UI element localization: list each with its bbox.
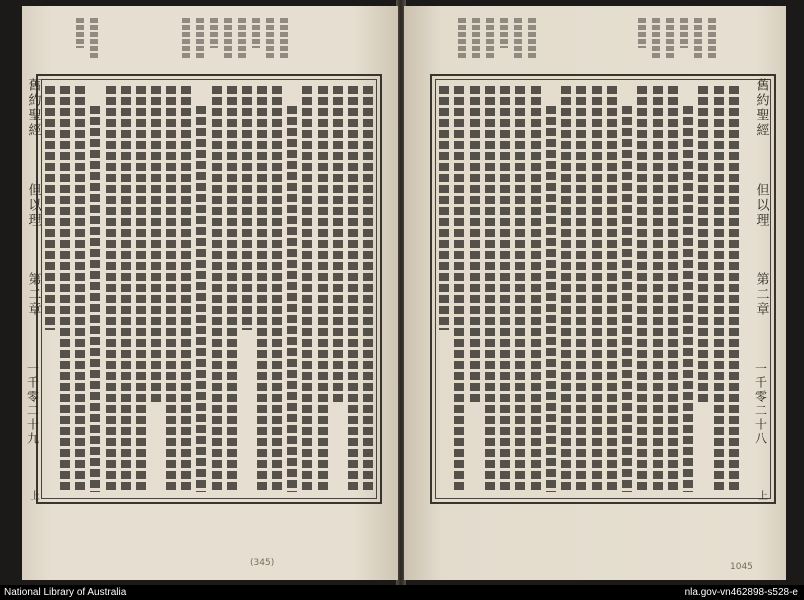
marginal-note: [238, 18, 246, 60]
text-column: [591, 82, 603, 496]
text-column: [575, 82, 587, 496]
text-column: [226, 82, 238, 496]
text-column: [105, 82, 117, 496]
marginal-note: [252, 18, 260, 48]
text-column: [530, 82, 542, 496]
text-column: [499, 82, 511, 496]
text-column: [438, 82, 450, 496]
marginal-note: [528, 18, 536, 60]
chapter-label: 第二章: [753, 272, 769, 317]
marginal-note: [280, 18, 288, 60]
chapter-label: 第二章: [25, 272, 41, 317]
text-column: [697, 82, 709, 496]
marginal-note: [210, 18, 218, 48]
book-title: 但以理: [25, 182, 41, 228]
text-column: [652, 82, 664, 496]
right-page-margin: [750, 78, 772, 502]
text-column: [286, 82, 298, 496]
text-column: [347, 82, 359, 496]
marginal-note: [514, 18, 522, 60]
running-head: 舊約聖經: [25, 78, 41, 138]
text-column: [44, 82, 56, 496]
marginal-notes-right: [638, 18, 716, 70]
marginal-note: [652, 18, 660, 60]
text-column: [211, 82, 223, 496]
marginal-note: [266, 18, 274, 60]
text-column: [135, 82, 147, 496]
text-column: [256, 82, 268, 496]
text-column: [606, 82, 618, 496]
text-column: [362, 82, 374, 496]
marginal-note: [666, 18, 674, 60]
folio-number: 一千零二十九: [25, 361, 40, 446]
folio-number: 一千零二十八: [753, 361, 768, 446]
text-column: [545, 82, 557, 496]
marginal-note: [76, 18, 84, 48]
footer-bar: [0, 585, 804, 600]
text-column: [560, 82, 572, 496]
marginal-notes-right-inner: [458, 18, 536, 70]
marginal-note: [196, 18, 204, 60]
text-column: [59, 82, 71, 496]
text-column: [621, 82, 633, 496]
folio-tail: 上: [27, 490, 39, 502]
institution-label: National Library of Australia: [4, 587, 127, 598]
text-column: [195, 82, 207, 496]
text-columns-right: [438, 82, 740, 496]
running-head: 舊約聖經: [753, 78, 769, 138]
text-column: [301, 82, 313, 496]
marginal-note: [500, 18, 508, 48]
marginal-note: [182, 18, 190, 60]
folio-tail: 上: [755, 490, 767, 502]
marginal-note: [694, 18, 702, 60]
text-column: [89, 82, 101, 496]
text-column: [332, 82, 344, 496]
marginal-note: [708, 18, 716, 60]
text-column: [165, 82, 177, 496]
left-page: [22, 6, 398, 580]
text-frame-right: [430, 74, 776, 504]
marginal-note: [458, 18, 466, 60]
text-frame-left: [36, 74, 382, 504]
marginal-note: [486, 18, 494, 60]
item-identifier: nla.gov-vn462898-s528-e: [684, 587, 798, 598]
marginal-note: [90, 18, 98, 60]
text-column: [271, 82, 283, 496]
text-column: [453, 82, 465, 496]
text-column: [180, 82, 192, 496]
text-column: [728, 82, 740, 496]
text-column: [150, 82, 162, 496]
text-columns-left: [44, 82, 374, 496]
text-column: [469, 82, 481, 496]
text-column: [484, 82, 496, 496]
text-column: [636, 82, 648, 496]
marginal-note: [638, 18, 646, 48]
pencil-mark: 1045: [730, 562, 753, 572]
book-title: 但以理: [753, 182, 769, 228]
marginal-notes-left-far: [76, 18, 98, 70]
text-column: [74, 82, 86, 496]
right-page: [404, 6, 786, 580]
pencil-mark: (345): [250, 558, 275, 568]
text-column: [514, 82, 526, 496]
marginal-notes-left: [182, 18, 288, 70]
marginal-note: [680, 18, 688, 48]
text-column: [317, 82, 329, 496]
text-column: [120, 82, 132, 496]
text-column: [241, 82, 253, 496]
text-column: [713, 82, 725, 496]
left-page-margin: [22, 78, 44, 502]
text-column: [682, 82, 694, 496]
marginal-note: [224, 18, 232, 60]
marginal-note: [472, 18, 480, 60]
text-column: [667, 82, 679, 496]
